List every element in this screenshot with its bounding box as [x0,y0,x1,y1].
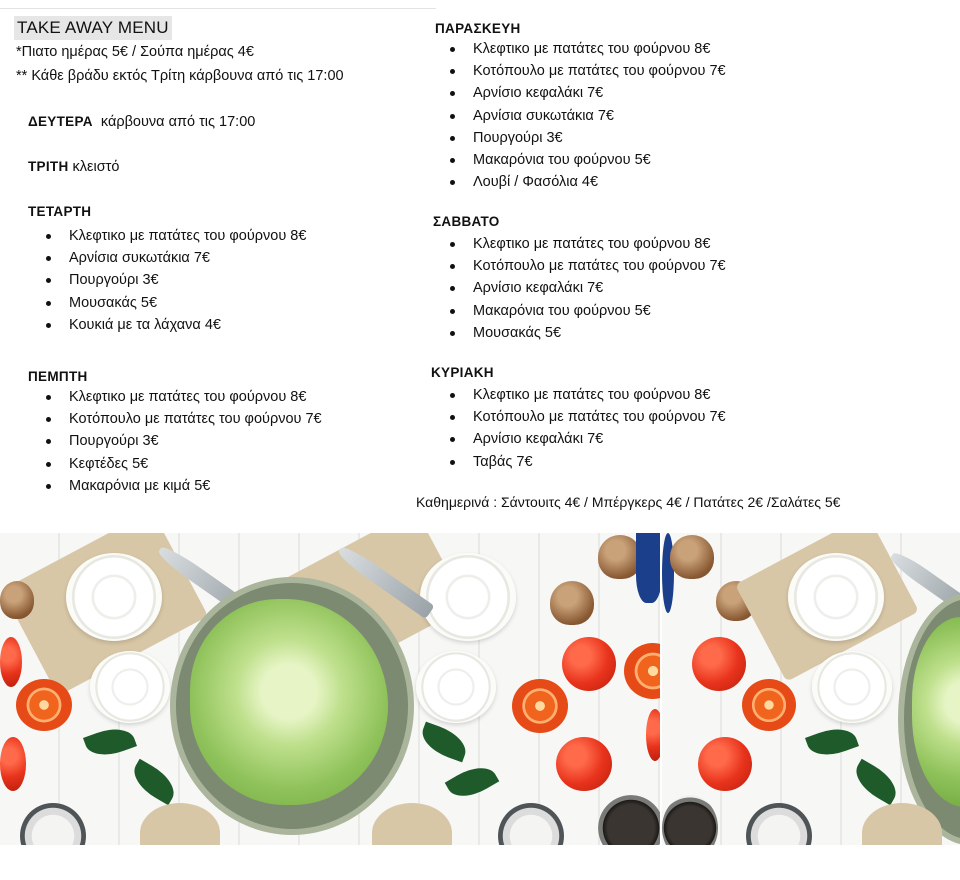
onion-slice [420,553,516,641]
list-item: Κοτόπουλο με πατάτες του φούρνου 7€ [446,60,726,82]
top-divider [0,8,436,9]
photo-panel [662,533,960,845]
list-item: Πουργούρι 3€ [42,430,322,452]
list-item: Ταβάς 7€ [446,451,726,473]
list-item: Αρνίσια συκωτάκια 7€ [446,105,726,127]
basil-leaf [805,722,859,763]
monday-line [28,113,255,131]
list-item: Κλεφτικο με πατάτες του φούρνου 8€ [42,386,322,408]
tuesday-line [28,158,119,176]
tomato-half [512,679,568,733]
tuesday-heading: ΤΡΙΤΗ [28,159,69,174]
list-item: Πουργούρι 3€ [446,127,726,149]
pepper-bowl [598,795,660,845]
tomato [646,709,660,761]
onion-slice [788,553,884,641]
wednesday-heading: ΤΕΤΑΡΤΗ [28,204,92,219]
tomato [0,637,22,687]
list-item: Μακαρόνια του φούρνου 5€ [446,149,726,171]
list-item: Κουκιά με τα λάχανα 4€ [42,314,306,336]
note-charcoal: ** Κάθε βράδυ εκτός Τρίτη κάρβουνα από τις 17:00 [16,68,344,84]
basil-leaf [849,759,904,806]
mushroom [0,581,34,619]
photo-panel [0,533,660,845]
pepper-bowl [662,795,718,845]
list-item: Μακαρόνια του φούρνου 5€ [446,300,726,322]
tomato [698,737,752,791]
mushroom [550,581,594,625]
sunday-list [446,384,726,473]
food-photo [0,533,960,845]
salt-bowl [20,803,86,845]
list-item: Κλεφτικο με πατάτες του φούρνου 8€ [42,225,306,247]
list-item: Κλεφτικο με πατάτες του φούρνου 8€ [446,38,726,60]
basil-leaf [127,759,182,806]
wednesday-list [42,225,306,336]
tomato [0,737,26,791]
onion-slice [812,651,892,723]
list-item: Κοτόπουλο με πατάτες του φούρνου 7€ [446,406,726,428]
salt-bowl [746,803,812,845]
friday-list [446,38,726,193]
tomato [556,737,612,791]
onion-slice [416,651,496,723]
list-item: Κοτόπουλο με πατάτες του φούρνου 7€ [446,255,726,277]
thursday-heading: ΠΕΜΠΤΗ [28,369,88,384]
bread [372,803,452,845]
bread [140,803,220,845]
tomato [562,637,616,691]
daily-offer: Καθημερινά : Σάντουιτς 4€ / Μπέργκερς 4€ / Πατάτες 2€ /Σαλάτες 5€ [416,494,841,510]
list-item: Μακαρόνια με κιμά 5€ [42,475,322,497]
lettuce [190,599,388,805]
sunday-heading: ΚΥΡΙΑΚΗ [431,365,494,380]
list-item: Αρνίσιο κεφαλάκι 7€ [446,277,726,299]
list-item: Κλεφτικο με πατάτες του φούρνου 8€ [446,384,726,406]
mushroom [670,535,714,579]
onion-slice [90,651,170,723]
blue-dish [636,533,660,603]
monday-text: κάρβουνα από τις 17:00 [100,114,256,130]
list-item: Αρνίσιο κεφαλάκι 7€ [446,428,726,450]
basil-leaf [83,722,137,763]
tomato-half [624,643,660,699]
basil-leaf [445,759,500,806]
tomato-half [742,679,796,731]
basil-leaf [417,722,471,763]
onion-slice [66,553,162,641]
note-dish-of-day: *Πιατο ημέρας 5€ / Σούπα ημέρας 4€ [16,44,254,60]
friday-heading: ΠΑΡΑΣΚΕΥΗ [435,21,521,36]
saturday-heading: ΣΑΒΒΑΤΟ [433,214,500,229]
list-item: Λουβί / Φασόλια 4€ [446,171,726,193]
monday-heading: ΔΕΥΤΕΡΑ [28,114,93,129]
list-item: Πουργούρι 3€ [42,269,306,291]
list-item: Αρνίσιο κεφαλάκι 7€ [446,82,726,104]
list-item: Μουσακάς 5€ [42,292,306,314]
list-item: Κοτόπουλο με πατάτες του φούρνου 7€ [42,408,322,430]
list-item: Κεφτέδες 5€ [42,453,322,475]
list-item: Αρνίσια συκωτάκια 7€ [42,247,306,269]
salt-bowl [498,803,564,845]
tuesday-text: κλειστό [72,159,120,175]
thursday-list [42,386,322,497]
menu-title: TAKE AWAY MENU [14,16,172,40]
tomato [692,637,746,691]
tomato-half [16,679,72,731]
saturday-list [446,233,726,344]
list-item: Κλεφτικο με πατάτες του φούρνου 8€ [446,233,726,255]
list-item: Μουσακάς 5€ [446,322,726,344]
